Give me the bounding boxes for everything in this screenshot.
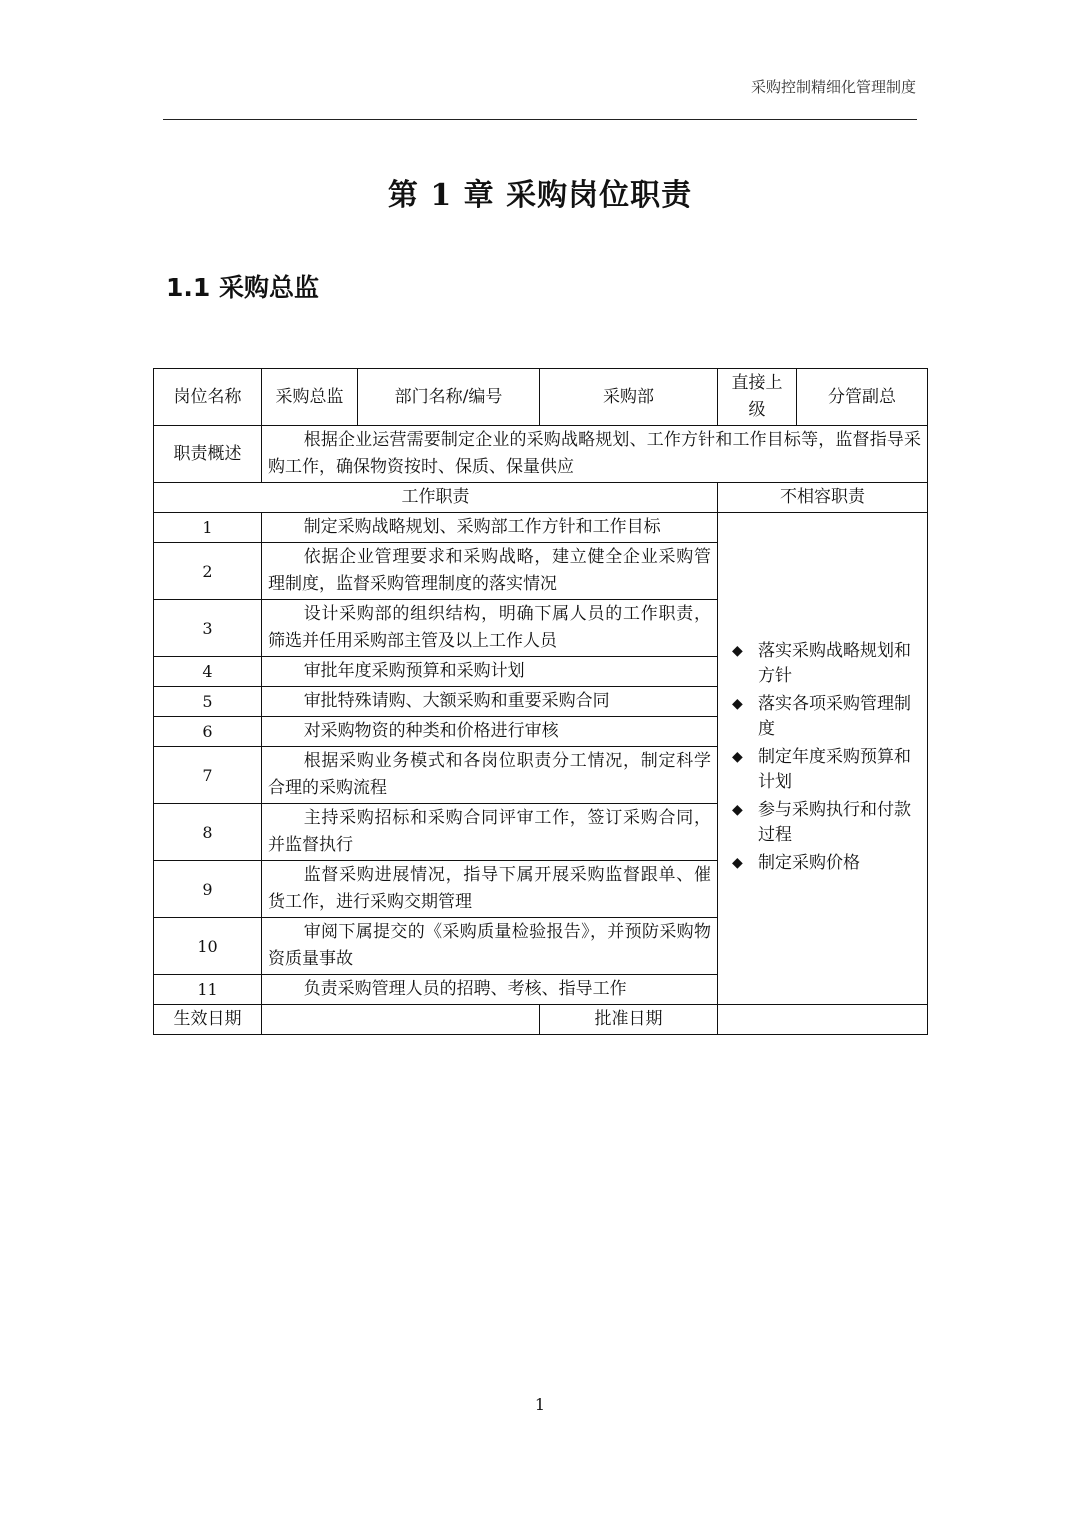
job-duty-table — [153, 368, 928, 1035]
dept-value: 采购部 — [540, 369, 718, 426]
incompatible-duties — [718, 513, 928, 1005]
duty-number: 11 — [154, 975, 262, 1005]
effective-date-value — [262, 1005, 540, 1035]
duty-number: 9 — [154, 861, 262, 918]
chapter-title: 第 1 章 采购岗位职责 — [387, 178, 693, 213]
duty-text: 审批特殊请购、大额采购和重要采购合同 — [262, 687, 718, 717]
duty-number: 2 — [154, 543, 262, 600]
diamond-bullet-icon: ◆ — [732, 695, 743, 712]
duty-text: 设计采购部的组织结构，明确下属人员的工作职责，筛选并任用采购部主管及以上工作人员 — [262, 600, 718, 657]
list-item — [732, 851, 921, 876]
list-item — [732, 639, 921, 689]
list-item — [732, 692, 921, 742]
duty-text: 主持采购招标和采购合同评审工作，签订采购合同，并监督执行 — [262, 804, 718, 861]
duty-number: 5 — [154, 687, 262, 717]
incompatible-header: 不相容职责 — [718, 483, 928, 513]
diamond-bullet-icon: ◆ — [732, 748, 743, 765]
diamond-bullet-icon: ◆ — [732, 801, 743, 818]
duty-text: 根据采购业务模式和各岗位职责分工情况，制定科学合理的采购流程 — [262, 747, 718, 804]
duty-text: 审批年度采购预算和采购计划 — [262, 657, 718, 687]
incompatible-duty-text: 落实各项采购管理制度 — [758, 693, 911, 739]
table-row — [154, 426, 928, 483]
duty-text: 依据企业管理要求和采购战略，建立健全企业采购管理制度，监督采购管理制度的落实情况 — [262, 543, 718, 600]
summary-value: 根据企业运营需要制定企业的采购战略规划、工作方针和工作目标等，监督指导采购工作，确保物资按时、保质、保量供应 — [262, 426, 928, 483]
approval-date-value — [718, 1005, 928, 1035]
list-item — [732, 798, 921, 848]
duty-text: 负责采购管理人员的招聘、考核、指导工作 — [262, 975, 718, 1005]
duty-number: 3 — [154, 600, 262, 657]
duty-number: 1 — [154, 513, 262, 543]
duty-number: 10 — [154, 918, 262, 975]
header-title: 采购控制精细化管理制度 — [750, 78, 916, 96]
duty-number: 8 — [154, 804, 262, 861]
table-row — [154, 1005, 928, 1035]
superior-label: 直接上级 — [718, 369, 797, 426]
header-divider — [163, 119, 917, 120]
duty-text: 制定采购战略规划、采购部工作方针和工作目标 — [262, 513, 718, 543]
page-number: 1 — [534, 1395, 546, 1414]
duty-number: 4 — [154, 657, 262, 687]
approval-date-label: 批准日期 — [540, 1005, 718, 1035]
summary-label: 职责概述 — [154, 426, 262, 483]
duty-text: 对采购物资的种类和价格进行审核 — [262, 717, 718, 747]
duty-text: 监督采购进展情况，指导下属开展采购监督跟单、催货工作，进行采购交期管理 — [262, 861, 718, 918]
diamond-bullet-icon: ◆ — [732, 854, 743, 871]
duty-text: 审阅下属提交的《采购质量检验报告》，并预防采购物资质量事故 — [262, 918, 718, 975]
dept-label: 部门名称/编号 — [358, 369, 540, 426]
incompatible-duty-text: 落实采购战略规划和方针 — [758, 640, 911, 686]
section-title: 1.1 采购总监 — [166, 273, 319, 302]
table-row — [154, 483, 928, 513]
incompatible-duty-text: 制定采购价格 — [758, 852, 860, 873]
duty-number: 6 — [154, 717, 262, 747]
duty-number: 7 — [154, 747, 262, 804]
diamond-bullet-icon: ◆ — [732, 642, 743, 659]
incompatible-duty-text: 制定年度采购预算和计划 — [758, 746, 911, 792]
incompatible-duty-text: 参与采购执行和付款过程 — [758, 799, 911, 845]
superior-value: 分管副总 — [797, 369, 928, 426]
list-item — [732, 745, 921, 795]
table-row — [154, 369, 928, 426]
duties-header: 工作职责 — [154, 483, 718, 513]
position-name-value: 采购总监 — [262, 369, 358, 426]
table-row — [154, 513, 928, 543]
position-name-label: 岗位名称 — [154, 369, 262, 426]
effective-date-label: 生效日期 — [154, 1005, 262, 1035]
